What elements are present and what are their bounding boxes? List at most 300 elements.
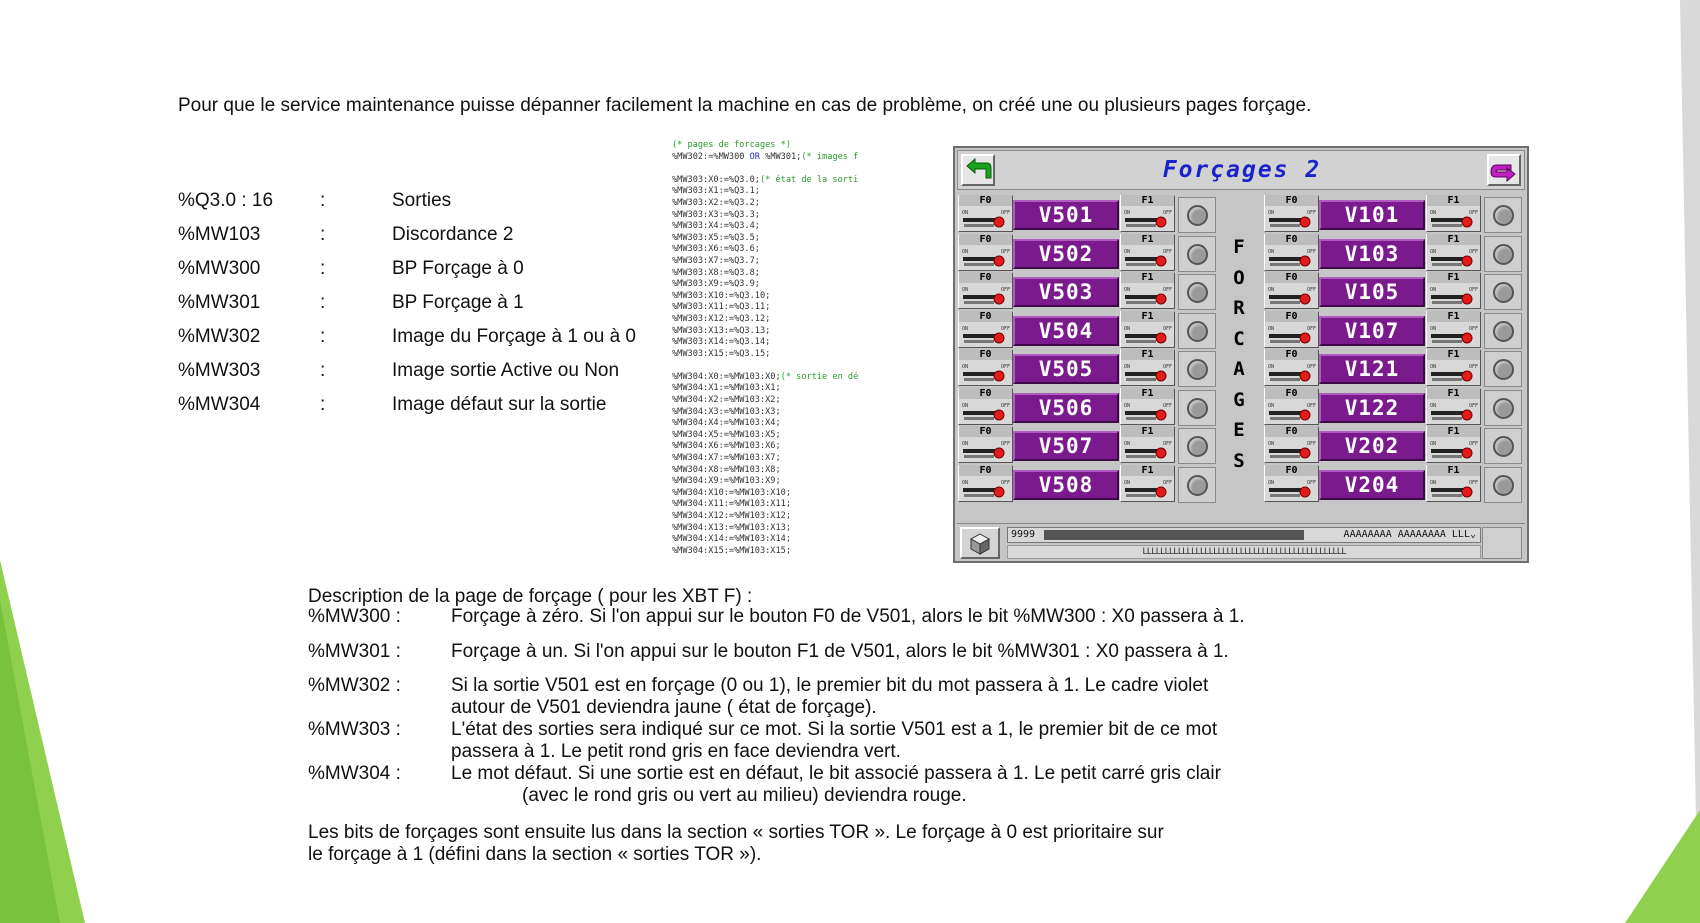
code-line [672, 198, 934, 210]
force-zero-button[interactable] [958, 272, 1013, 309]
cube-button[interactable] [960, 527, 1000, 559]
code-text: %MW303:X11:=%Q3.11; [672, 302, 771, 313]
code-line [672, 302, 934, 314]
f1-label: F1 [1121, 234, 1174, 245]
force-zero-button[interactable] [958, 426, 1013, 463]
f0-label: F0 [959, 272, 1012, 283]
force-zero-button[interactable] [1264, 272, 1319, 309]
hmi-footer [957, 523, 1525, 561]
variable-name: %MW300 [178, 258, 261, 279]
f1-label: F1 [1121, 426, 1174, 437]
code-listing [672, 140, 934, 560]
closing-line: le forçage à 1 (défini dans la section « sorties TOR »). [308, 844, 762, 865]
code-line [672, 488, 934, 500]
code-line [672, 418, 934, 430]
code-line [672, 221, 934, 233]
valve-label: V501 [1013, 200, 1119, 230]
force-one-button[interactable] [1426, 272, 1481, 309]
code-text: %MW304:X6:=%MW103:X6; [672, 441, 781, 452]
status-led-icon [1493, 282, 1514, 303]
variable-name: %MW302 [178, 326, 261, 347]
status-led-icon [1493, 398, 1514, 419]
force-one-button[interactable] [1120, 311, 1175, 348]
description-key: %MW304 : [308, 763, 401, 784]
svg-text:OFF: OFF [1163, 248, 1173, 255]
variable-name: %MW301 [178, 292, 261, 313]
closing-line: Les bits de forçages sont ensuite lus dans la section « sorties TOR ». Le forçage à 0 est prioritaire sur [308, 822, 1164, 843]
force-one-button[interactable] [1120, 195, 1175, 232]
output-status-box [1178, 313, 1216, 349]
output-status-box [1484, 274, 1522, 310]
code-text: %MW303:X10:=%Q3.10; [672, 290, 771, 301]
vertical-letter: C [1233, 327, 1245, 350]
footer-empty-button[interactable] [1482, 527, 1522, 559]
svg-text:OFF: OFF [1469, 248, 1479, 255]
vertical-letter: G [1233, 388, 1245, 411]
code-line [672, 372, 934, 384]
valve-label: V504 [1013, 316, 1119, 346]
forcing-row-v202 [1261, 423, 1523, 464]
valve-label: V505 [1013, 354, 1119, 384]
slide-green-accent-right [1625, 810, 1700, 923]
code-line [672, 383, 934, 395]
forcing-row-v502 [955, 231, 1217, 272]
slide-green-accent-left [0, 560, 85, 923]
f1-label: F1 [1121, 311, 1174, 322]
valve-label: V101 [1319, 200, 1425, 230]
variable-separator: : [320, 326, 326, 347]
toggle-switch-icon [1123, 362, 1173, 386]
svg-text:OFF: OFF [1307, 441, 1317, 447]
valve-label: V507 [1013, 431, 1119, 461]
code-text: %MW304:X12:=%MW103:X12; [672, 511, 791, 521]
toggle-switch-icon [961, 439, 1011, 463]
code-text: %MW303:X7:=%Q3.7; [672, 255, 760, 266]
footer-dark-field [1044, 530, 1304, 540]
forcing-row-v508 [955, 462, 1217, 503]
closing-text [308, 822, 1164, 866]
f0-label: F0 [1265, 272, 1318, 283]
toggle-switch-icon [1267, 478, 1317, 502]
force-one-button[interactable] [1426, 426, 1481, 463]
code-text: %MW303:X5:=%Q3.5; [672, 232, 760, 243]
svg-text:OFF: OFF [1163, 364, 1173, 370]
valve-label: V105 [1319, 277, 1425, 307]
toggle-switch-icon [1123, 285, 1173, 309]
force-zero-button[interactable] [958, 195, 1013, 232]
forcing-row-v506 [955, 385, 1217, 426]
force-one-button[interactable] [1426, 349, 1481, 386]
f0-label: F0 [1265, 426, 1318, 437]
svg-text:ON: ON [962, 479, 969, 486]
svg-text:ON: ON [1268, 210, 1275, 216]
description-key: %MW301 : [308, 641, 401, 662]
code-text: %MW303:X0:=%Q3.0; [672, 174, 760, 185]
vertical-letter: R [1233, 297, 1245, 319]
description-line: L'état des sorties sera indiqué sur ce mot. Si la sortie V501 est a 1, le premier bit de ce mot [451, 719, 1218, 740]
svg-text:ON: ON [1124, 287, 1131, 293]
code-text: %MW301; [759, 151, 802, 162]
f1-label: F1 [1121, 349, 1174, 360]
valve-label: V502 [1013, 239, 1119, 269]
code-line [672, 465, 934, 477]
svg-text:ON: ON [1430, 210, 1437, 216]
code-text: %MW303:X9:=%Q3.9; [672, 279, 760, 290]
code-text: %MW304:X9:=%MW103:X9; [672, 476, 781, 487]
valve-label: V204 [1319, 470, 1425, 500]
toggle-switch-icon [961, 362, 1011, 386]
code-text: %MW304:X11:=%MW103:X11; [672, 499, 791, 510]
forcing-row-v107 [1261, 308, 1523, 349]
svg-text:OFF: OFF [1307, 402, 1317, 409]
force-zero-button[interactable] [1264, 426, 1319, 463]
code-line [672, 233, 934, 245]
status-led-icon [1493, 436, 1514, 457]
code-line [672, 407, 934, 419]
svg-text:ON: ON [1124, 479, 1131, 486]
forcing-row-v504 [955, 308, 1217, 349]
svg-text:OFF: OFF [1469, 402, 1479, 409]
output-status-box [1178, 236, 1216, 272]
svg-text:ON: ON [1268, 325, 1275, 332]
status-led-icon [1493, 244, 1514, 265]
vertical-letter: O [1233, 266, 1245, 289]
code-line [672, 546, 934, 558]
toggle-switch-icon [1267, 401, 1317, 425]
toggle-switch-icon [961, 208, 1011, 232]
valve-label: V202 [1319, 431, 1425, 461]
svg-text:OFF: OFF [1163, 402, 1173, 409]
svg-text:ON: ON [1430, 479, 1437, 486]
svg-text:OFF: OFF [1163, 287, 1173, 293]
force-zero-button[interactable] [958, 388, 1013, 425]
code-line [672, 453, 934, 465]
force-one-button[interactable] [1120, 426, 1175, 463]
svg-text:ON: ON [1430, 248, 1437, 255]
toggle-switch-icon [1429, 208, 1479, 232]
code-text: %MW303:X14:=%Q3.14; [672, 337, 771, 348]
forcing-row-v501 [955, 192, 1217, 233]
code-line [672, 395, 934, 407]
code-text: %MW304:X3:=%MW103:X3; [672, 406, 781, 417]
footer-text: AAAAAAAA AAAAAAAA LLL⌄ [1343, 529, 1476, 540]
code-text: %MW304:X13:=%MW103:X13; [672, 522, 791, 533]
toggle-switch-icon [1123, 478, 1173, 502]
toggle-switch-icon [1267, 285, 1317, 309]
force-zero-button[interactable] [1264, 195, 1319, 232]
toggle-switch-icon [1123, 401, 1173, 425]
toggle-switch-icon [1123, 324, 1173, 348]
code-comment: (* sortie en dé [780, 371, 859, 382]
force-one-button[interactable] [1426, 311, 1481, 348]
output-status-box [1178, 197, 1216, 233]
svg-text:OFF: OFF [1469, 364, 1479, 370]
svg-text:OFF: OFF [1307, 364, 1317, 370]
valve-label: V508 [1013, 470, 1119, 500]
variable-name: %MW103 [178, 224, 261, 245]
output-status-box [1484, 313, 1522, 349]
svg-text:ON: ON [1430, 441, 1437, 447]
code-line [672, 163, 934, 175]
force-one-button[interactable] [1426, 195, 1481, 232]
slide-edge-shadow-right [1670, 0, 1700, 923]
toggle-switch-icon [1267, 324, 1317, 348]
code-text: %MW304:X0:=%MW103:X0; [672, 371, 781, 382]
vertical-letter: A [1233, 358, 1245, 380]
toggle-switch-icon [1429, 324, 1479, 348]
toggle-switch-icon [1429, 478, 1479, 502]
toggle-switch-icon [961, 401, 1011, 425]
code-line [672, 360, 934, 372]
hmi-title: Forçages 2 [1162, 157, 1322, 183]
valve-label: V122 [1319, 393, 1425, 423]
toggle-switch-icon [1429, 401, 1479, 425]
code-text: %MW304:X2:=%MW103:X2; [672, 395, 781, 406]
code-text: %MW304:X5:=%MW103:X5; [672, 429, 781, 440]
variable-description: BP Forçage à 1 [392, 292, 524, 313]
intro-text: Pour que le service maintenance puisse dépanner facilement la machine en cas de problème, on créé une ou plusieurs pages forçage. [178, 95, 1312, 116]
toggle-switch-icon [1429, 439, 1479, 463]
code-line [672, 326, 934, 338]
status-led-icon [1493, 359, 1514, 380]
f0-label: F0 [1265, 465, 1318, 476]
code-text: %MW304:X14:=%MW103:X14; [672, 534, 791, 545]
svg-text:ON: ON [1268, 287, 1275, 293]
code-text: %MW303:X12:=%Q3.12; [672, 313, 771, 324]
f1-label: F1 [1427, 388, 1480, 399]
code-keyword: OR [749, 151, 760, 162]
toggle-switch-icon [1267, 247, 1317, 271]
variable-name: %MW304 [178, 394, 261, 415]
description-line: Si la sortie V501 est en forçage (0 ou 1), le premier bit du mot passera à 1. Le cadre violet [451, 675, 1209, 696]
f1-label: F1 [1121, 388, 1174, 399]
toggle-switch-icon [1429, 362, 1479, 386]
footer-number: 9999 [1011, 529, 1036, 540]
status-led-icon [1493, 475, 1514, 496]
code-line [672, 476, 934, 488]
svg-text:OFF: OFF [1001, 325, 1011, 332]
force-zero-button[interactable] [1264, 388, 1319, 425]
force-one-button[interactable] [1120, 234, 1175, 271]
f0-label: F0 [1265, 349, 1318, 360]
svg-text:ON: ON [1268, 479, 1275, 486]
force-zero-button[interactable] [1264, 465, 1319, 502]
variable-separator: : [320, 394, 326, 415]
footer-ruler: LLLLLLLLLLLLLLLLLLLLLLLLLLLLLLLLLLLLLLLLLLLLLL [1007, 545, 1481, 559]
force-one-button[interactable] [1120, 349, 1175, 386]
output-status-box [1484, 390, 1522, 426]
f0-label: F0 [1265, 311, 1318, 322]
description-line: autour de V501 deviendra jaune ( état de forçage). [451, 697, 877, 718]
toggle-switch-icon [961, 324, 1011, 348]
toggle-switch-icon [1267, 362, 1317, 386]
svg-text:ON: ON [1430, 325, 1437, 332]
svg-text:ON: ON [1268, 248, 1275, 255]
description-key: %MW300 : [308, 606, 401, 627]
code-text: %MW304:X8:=%MW103:X8; [672, 464, 781, 475]
toggle-switch-icon [961, 285, 1011, 309]
variable-description: Image sortie Active ou Non [392, 360, 620, 381]
svg-text:ON: ON [962, 210, 969, 216]
svg-text:OFF: OFF [1001, 364, 1011, 370]
output-status-box [1178, 390, 1216, 426]
hmi-forcing-page [953, 146, 1529, 563]
toggle-switch-icon [1123, 439, 1173, 463]
forcing-row-v204 [1261, 462, 1523, 503]
forcing-row-v503 [955, 269, 1217, 310]
description-title: Description de la page de forçage ( pour les XBT F) : [308, 586, 753, 607]
svg-text:OFF: OFF [1469, 210, 1479, 216]
forcing-row-v507 [955, 423, 1217, 464]
code-line [672, 337, 934, 349]
code-text: %MW303:X13:=%Q3.13; [672, 325, 771, 336]
svg-text:OFF: OFF [1469, 287, 1479, 293]
svg-text:OFF: OFF [1001, 402, 1011, 409]
svg-text:OFF: OFF [1163, 441, 1173, 447]
f1-label: F1 [1427, 195, 1480, 206]
force-one-button[interactable] [1426, 234, 1481, 271]
force-zero-button[interactable] [1264, 311, 1319, 348]
force-zero-button[interactable] [958, 349, 1013, 386]
svg-text:ON: ON [1268, 441, 1275, 447]
code-line [672, 186, 934, 198]
vertical-word-forcages [1219, 232, 1259, 522]
force-zero-button[interactable] [1264, 234, 1319, 271]
svg-text:OFF: OFF [1469, 479, 1479, 486]
output-status-box [1484, 351, 1522, 387]
code-comment: (* état de la sorti [759, 174, 859, 185]
description-key: %MW303 : [308, 719, 401, 740]
arrow-return-icon [1489, 156, 1519, 184]
f0-label: F0 [959, 426, 1012, 437]
description-line: passera à 1. Le petit rond gris en face deviendra vert. [451, 741, 901, 762]
force-zero-button[interactable] [958, 234, 1013, 271]
code-text: %MW303:X3:=%Q3.3; [672, 209, 760, 220]
svg-text:OFF: OFF [1001, 210, 1011, 216]
svg-text:ON: ON [962, 325, 969, 332]
variable-separator: : [320, 224, 326, 245]
variable-description: BP Forçage à 0 [392, 258, 524, 279]
svg-text:OFF: OFF [1307, 479, 1317, 486]
f0-label: F0 [959, 349, 1012, 360]
force-one-button[interactable] [1120, 388, 1175, 425]
status-led-icon [1187, 475, 1208, 496]
code-comment: (* pages de forcages *) [672, 140, 791, 150]
f0-label: F0 [1265, 234, 1318, 245]
toggle-switch-icon [1123, 208, 1173, 232]
forcing-row-v121 [1261, 346, 1523, 387]
next-page-button[interactable] [1487, 154, 1521, 186]
code-line [672, 175, 934, 187]
code-line [672, 430, 934, 442]
forcing-grid [955, 192, 1527, 522]
vertical-letter: F [1233, 236, 1245, 258]
valve-label: V103 [1319, 239, 1425, 269]
svg-text:OFF: OFF [1469, 441, 1479, 447]
svg-text:OFF: OFF [1163, 325, 1173, 332]
force-zero-button[interactable] [958, 311, 1013, 348]
vertical-letter: S [1233, 449, 1245, 472]
code-text: %MW303:X8:=%Q3.8; [672, 267, 760, 278]
f1-label: F1 [1427, 349, 1480, 360]
output-status-box [1178, 467, 1216, 503]
svg-text:ON: ON [1124, 248, 1131, 255]
output-status-box [1178, 274, 1216, 310]
code-line [672, 268, 934, 280]
variable-name: %MW303 [178, 360, 261, 381]
code-line [672, 279, 934, 291]
code-text: %MW304:X15:=%MW103:X15; [672, 545, 791, 556]
f0-label: F0 [959, 465, 1012, 476]
force-one-button[interactable] [1426, 465, 1481, 502]
code-text: %MW303:X1:=%Q3.1; [672, 186, 760, 197]
code-line [672, 441, 934, 453]
variable-separator: : [320, 292, 326, 313]
toggle-switch-icon [961, 247, 1011, 271]
code-line [672, 534, 934, 546]
code-line [672, 499, 934, 511]
forcing-row-v105 [1261, 269, 1523, 310]
valve-label: V107 [1319, 316, 1425, 346]
f0-label: F0 [959, 195, 1012, 206]
status-led-icon [1493, 321, 1514, 342]
svg-text:ON: ON [962, 364, 969, 370]
variable-separator: : [320, 190, 326, 211]
svg-text:ON: ON [962, 441, 969, 447]
description-key: %MW302 : [308, 675, 401, 696]
variable-description: Sorties [392, 190, 452, 211]
svg-text:ON: ON [1430, 287, 1437, 293]
forcing-row-v122 [1261, 385, 1523, 426]
force-one-button[interactable] [1426, 388, 1481, 425]
code-line [672, 152, 934, 164]
description-line: (avec le rond gris ou vert au milieu) deviendra rouge. [522, 785, 967, 806]
code-text: %MW303:X6:=%Q3.6; [672, 244, 760, 255]
f0-label: F0 [959, 234, 1012, 245]
force-zero-button[interactable] [1264, 349, 1319, 386]
output-status-box [1484, 197, 1522, 233]
force-one-button[interactable] [1120, 465, 1175, 502]
description-line: Le mot défaut. Si une sortie est en défaut, le bit associé passera à 1. Le petit carré gris clair [451, 763, 1221, 784]
svg-text:ON: ON [962, 402, 969, 409]
svg-text:OFF: OFF [1001, 441, 1011, 447]
status-led-icon [1187, 436, 1208, 457]
force-one-button[interactable] [1120, 272, 1175, 309]
variable-description: Image du Forçage à 1 ou à 0 [392, 326, 636, 347]
svg-text:ON: ON [962, 248, 969, 255]
status-led-icon [1187, 321, 1208, 342]
svg-text:OFF: OFF [1307, 325, 1317, 332]
status-led-icon [1187, 282, 1208, 303]
code-line [672, 256, 934, 268]
force-zero-button[interactable] [958, 465, 1013, 502]
svg-text:OFF: OFF [1001, 287, 1011, 293]
code-text: %MW303:X4:=%Q3.4; [672, 221, 760, 232]
svg-text:ON: ON [1124, 402, 1131, 409]
valve-label: V503 [1013, 277, 1119, 307]
output-status-box [1484, 467, 1522, 503]
f0-label: F0 [959, 311, 1012, 322]
output-status-box [1178, 428, 1216, 464]
toggle-switch-icon [1123, 247, 1173, 271]
code-text: %MW304:X4:=%MW103:X4; [672, 418, 781, 429]
svg-text:ON: ON [1430, 364, 1437, 370]
code-text: %MW303:X2:=%Q3.2; [672, 197, 760, 208]
code-line [672, 314, 934, 326]
cube-icon [962, 529, 998, 557]
code-text: %MW304:X1:=%MW103:X1; [672, 383, 781, 394]
f1-label: F1 [1121, 272, 1174, 283]
